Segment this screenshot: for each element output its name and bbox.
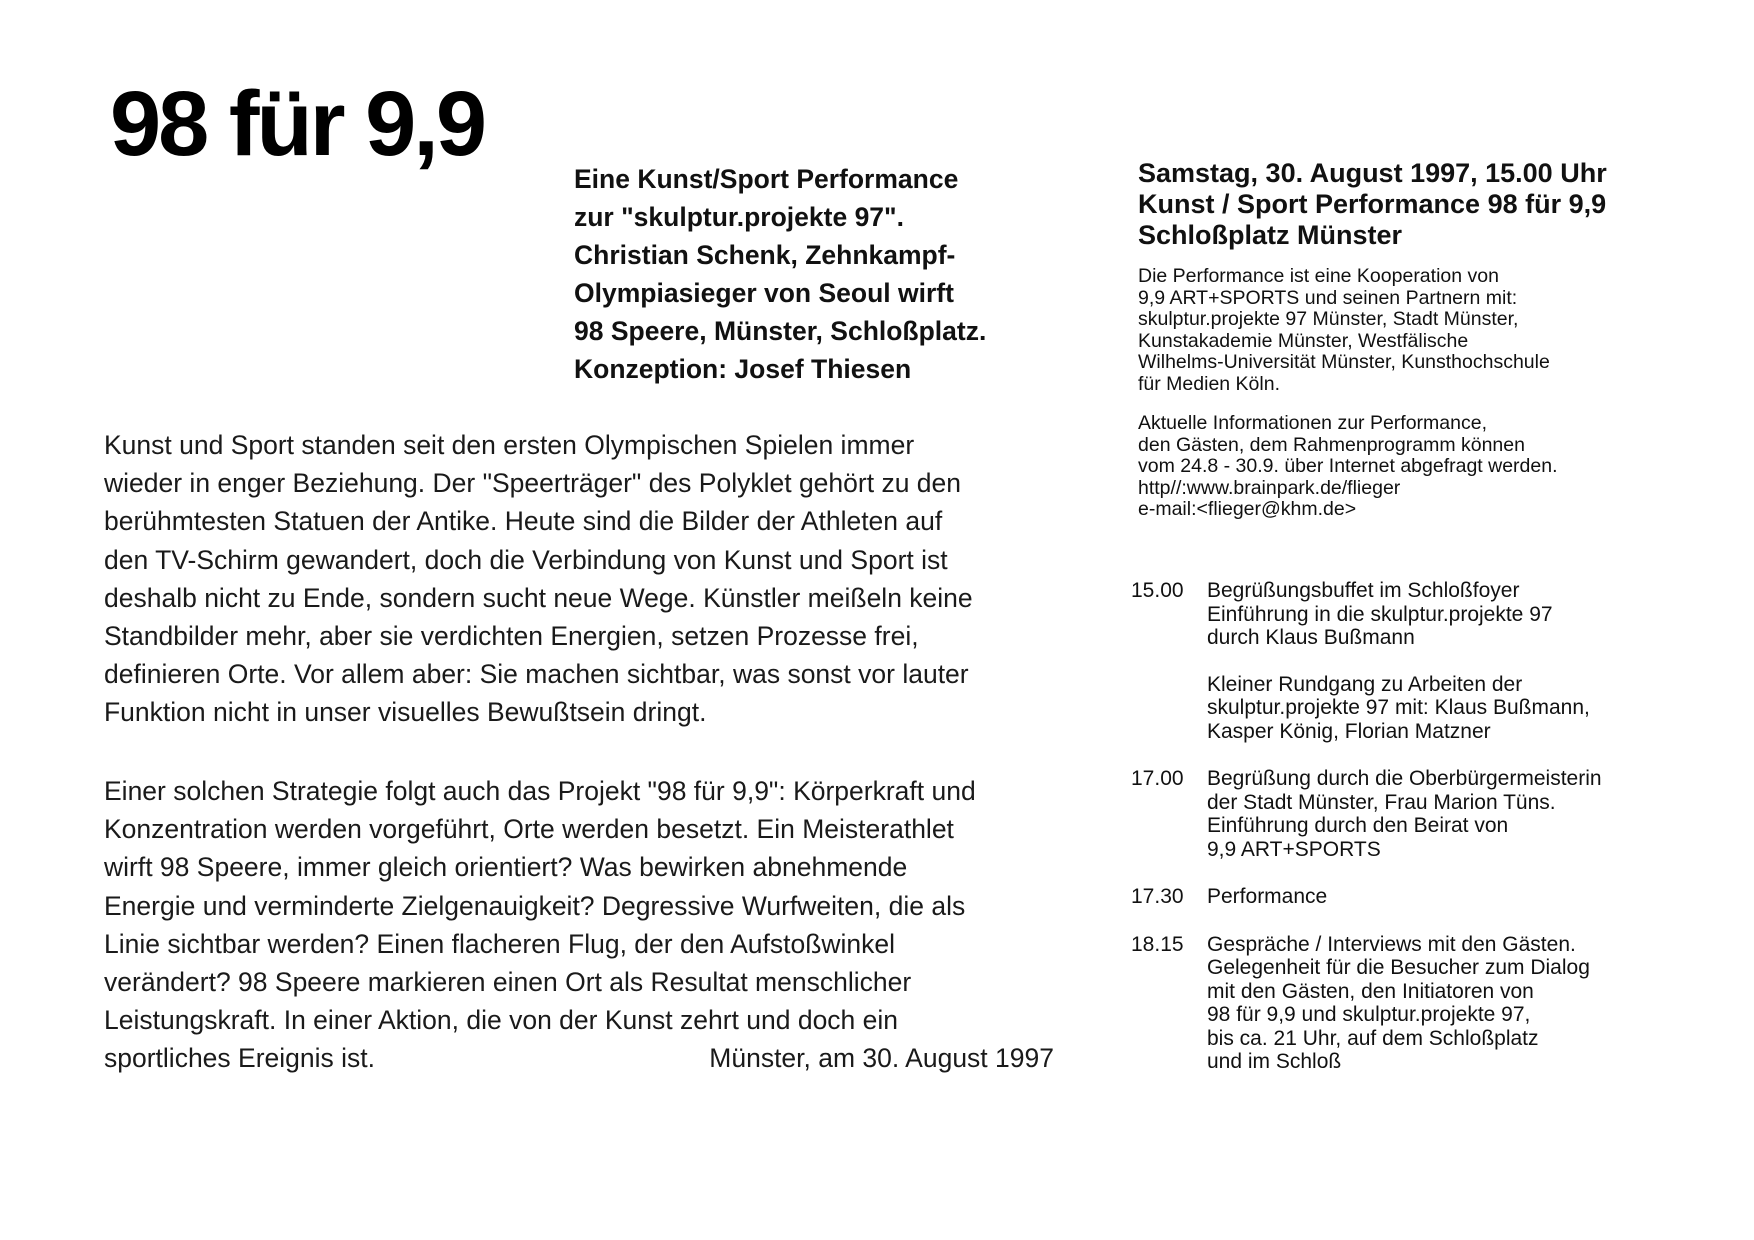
info-line: den Gästen, dem Rahmenprogramm können: [1138, 433, 1525, 456]
cooperation-line: skulptur.projekte 97 Münster, Stadt Münster,: [1138, 308, 1519, 330]
info-line: Aktuelle Informationen zur Performance,: [1138, 412, 1488, 434]
schedule-line: der Stadt Münster, Frau Marion Tüns.: [1207, 790, 1556, 814]
schedule-line: skulptur.projekte 97 mit: Klaus Bußmann,: [1207, 696, 1590, 719]
schedule-time: 18.15: [1131, 932, 1184, 956]
intro-line: Eine Kunst/Sport Performance: [574, 164, 959, 194]
event-header: [1138, 158, 1698, 251]
schedule-description: [1207, 885, 1327, 909]
body-line: Funktion nicht in unser visuelles Bewußtsein dringt.: [104, 697, 707, 728]
body-line: deshalb nicht zu Ende, sondern sucht neue Wege. Künstler meißeln keine: [104, 582, 973, 613]
info-line: vom 24.8 - 30.9. über Internet abgefragt werden.: [1138, 455, 1558, 477]
intro-line: zur "skulptur.projekte 97".: [574, 202, 904, 232]
cooperation-line: Kunstakademie Münster, Westfälische: [1138, 329, 1469, 352]
schedule-line: Begrüßungsbuffet im Schloßfoyer: [1207, 579, 1520, 602]
schedule-line: Begrüßung durch die Oberbürgermeisterin: [1207, 767, 1602, 790]
schedule-line: durch Klaus Bußmann: [1207, 626, 1415, 649]
body-line: den TV-Schirm gewandert, doch die Verbindung von Kunst und Sport ist: [104, 544, 948, 575]
schedule-description: [1207, 933, 1590, 1074]
body-line: Linie sichtbar werden? Einen flacheren Flug, der den Aufstoßwinkel: [104, 928, 896, 959]
schedule-item: [1131, 579, 1731, 650]
schedule-line: 98 für 9,9 und skulptur.projekte 97,: [1207, 1003, 1531, 1026]
body-line: Standbilder mehr, aber sie verdichten Energien, setzen Prozesse frei,: [104, 621, 919, 652]
body-line: definieren Orte. Vor allem aber: Sie machen sichtbar, was sonst vor lauter: [104, 659, 969, 690]
schedule-line: 9,9 ART+SPORTS: [1207, 837, 1381, 861]
body-last-line: [104, 1039, 1094, 1077]
cooperation-line: 9,9 ART+SPORTS und seinen Partnern mit:: [1138, 286, 1518, 309]
body-line: wieder in enger Beziehung. Der "Speerträger" des Polyklet gehört zu den: [104, 468, 962, 499]
schedule-description: [1207, 673, 1590, 744]
event-header-line: Samstag, 30. August 1997, 15.00 Uhr: [1138, 158, 1607, 188]
body-line: verändert? 98 Speere markieren einen Ort als Resultat menschlicher: [104, 967, 912, 998]
schedule-item: [1131, 933, 1731, 1074]
schedule-line: Performance: [1207, 885, 1328, 908]
body-line: wirft 98 Speere, immer gleich orientiert? Was bewirken abnehmende: [104, 852, 908, 883]
website-url: http//:www.brainpark.de/flieger: [1138, 476, 1401, 499]
schedule-line: Gelegenheit für die Besucher zum Dialog: [1207, 956, 1590, 979]
schedule-item: [1131, 767, 1731, 861]
intro-block: [574, 160, 1044, 388]
body-line: Kunst und Sport standen seit den ersten Olympischen Spielen immer: [104, 430, 915, 460]
schedule-time: 17.30: [1131, 885, 1184, 908]
cooperation-line: Wilhelms-Universität Münster, Kunsthochschule: [1138, 351, 1550, 373]
schedule-time: 17.00: [1131, 767, 1184, 790]
body-line: Leistungskraft. In einer Aktion, die von der Kunst zehrt und doch ein: [104, 1005, 899, 1036]
schedule-line: mit den Gästen, den Initiatoren von: [1207, 979, 1534, 1003]
place-date: Münster, am 30. August 1997: [709, 1043, 1054, 1074]
schedule-description: [1207, 767, 1602, 861]
event-header-line: Kunst / Sport Performance 98 für 9,9: [1138, 189, 1607, 219]
email-address: e-mail:<flieger@khm.de>: [1138, 498, 1357, 520]
schedule-line: Gespräche / Interviews mit den Gästen.: [1207, 932, 1576, 956]
body-line: sportliches Ereignis ist.: [104, 1043, 375, 1074]
body-line: Konzentration werden vorgeführt, Orte werden besetzt. Ein Meisterathlet: [104, 814, 954, 845]
body-line: Energie und verminderte Zielgenauigkeit? Degressive Wurfweiten, die als: [104, 890, 966, 921]
page-title: 98 für 9,9: [110, 73, 484, 175]
info-note: [1138, 413, 1698, 521]
schedule-description: [1207, 579, 1553, 650]
cooperation-note: [1138, 266, 1698, 395]
body-line: Einer solchen Strategie folgt auch das Projekt "98 für 9,9": Körperkraft und: [104, 776, 976, 806]
body-paragraph-2: [104, 772, 1094, 1078]
body-line: berühmtesten Statuen der Antike. Heute sind die Bilder der Athleten auf: [104, 506, 943, 537]
schedule-item: [1131, 673, 1731, 744]
event-header-line: Schloßplatz Münster: [1138, 220, 1403, 250]
schedule-time: 15.00: [1131, 579, 1184, 602]
schedule-line: Kasper König, Florian Matzner: [1207, 719, 1491, 743]
intro-line: 98 Speere, Münster, Schloßplatz.: [574, 316, 987, 346]
schedule-line: und im Schloß: [1207, 1050, 1342, 1073]
intro-line: Olympiasieger von Seoul wirft: [574, 278, 954, 308]
schedule-line: bis ca. 21 Uhr, auf dem Schloßplatz: [1207, 1026, 1539, 1050]
cooperation-line: Die Performance ist eine Kooperation von: [1138, 265, 1499, 287]
schedule: [1131, 579, 1731, 1074]
schedule-time: [1131, 673, 1207, 744]
intro-line: Christian Schenk, Zehnkampf-: [574, 240, 956, 270]
cooperation-line: für Medien Köln.: [1138, 372, 1280, 395]
schedule-line: Einführung durch den Beirat von: [1207, 814, 1509, 837]
schedule-line: Einführung in die skulptur.projekte 97: [1207, 602, 1553, 626]
schedule-item: [1131, 885, 1731, 909]
intro-line: Konzeption: Josef Thiesen: [574, 354, 912, 384]
body-paragraph-1: [104, 426, 1094, 732]
schedule-line: Kleiner Rundgang zu Arbeiten der: [1207, 672, 1523, 696]
